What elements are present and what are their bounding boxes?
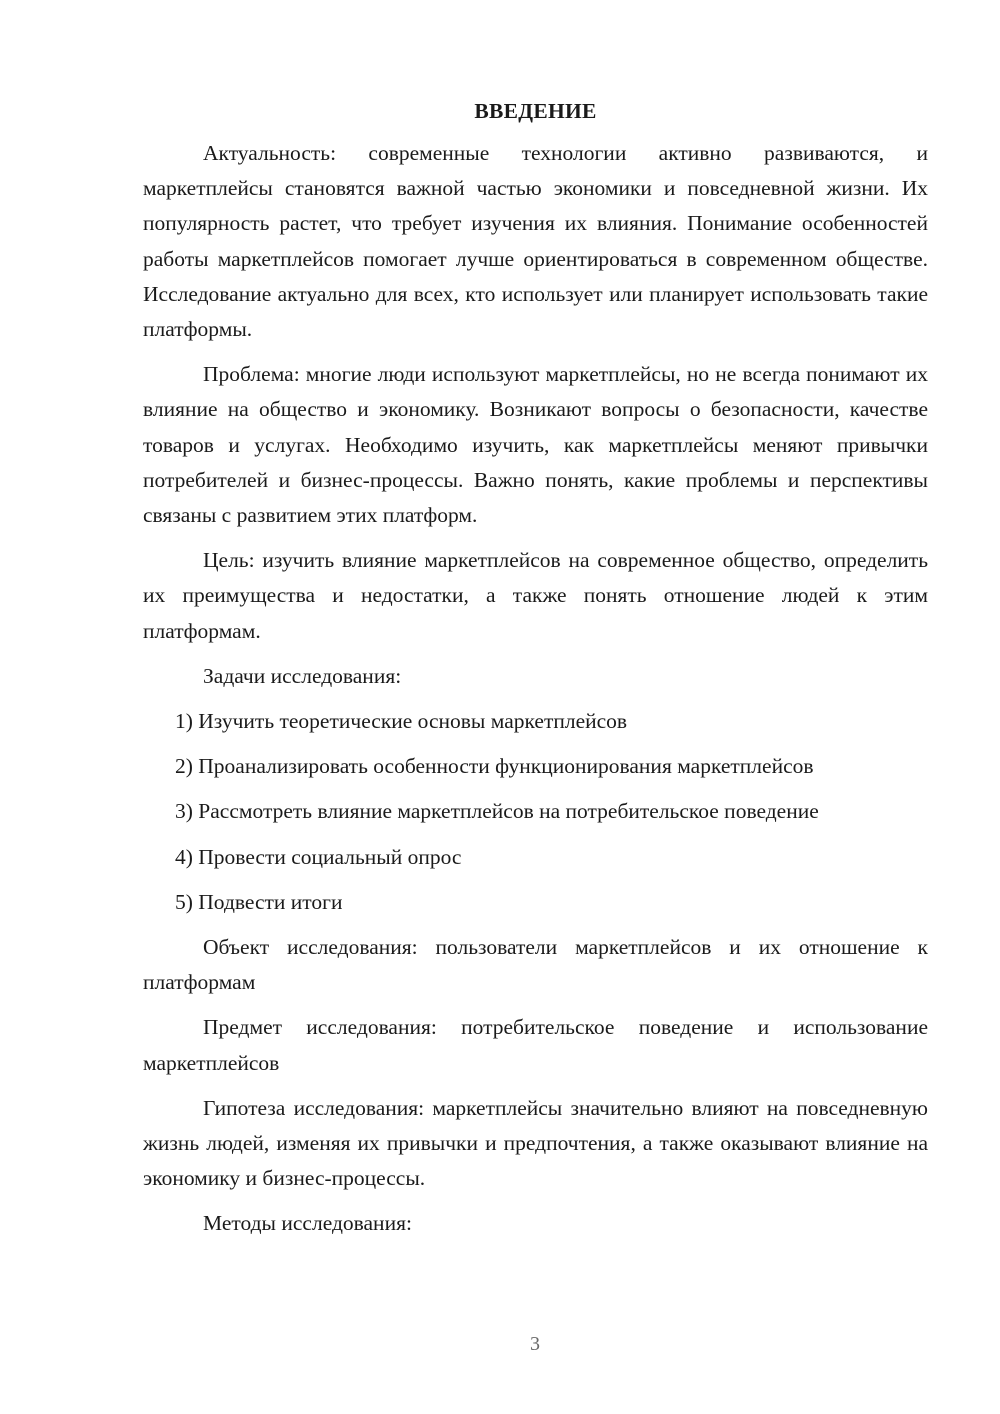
task-item: 1) Изучить теоретические основы маркетплейсов xyxy=(175,709,628,734)
relevance-paragraph: Актуальность: современные технологии активно развиваются, и маркетплейсы становятся важной частью экономики и повседневной жизни. Их популярность растет, что требует изучения их влияния. Понимание особенностей работы маркетплейсов помогает лучше ориентироваться в современном обществе. Исследование актуально для всех, кто использует или планирует использовать такие платформы. xyxy=(143,141,928,342)
task-item: 5) Подвести итоги xyxy=(175,889,343,914)
task-item: 3) Рассмотреть влияние маркетплейсов на потребительское поведение xyxy=(175,799,819,824)
object-paragraph: Объект исследования: пользователи маркетплейсов и их отношение к платформам xyxy=(143,935,928,995)
task-item: 2) Проанализировать особенности функционирования маркетплейсов xyxy=(175,754,814,779)
section-heading: ВВЕДЕНИЕ xyxy=(474,99,597,123)
tasks-list xyxy=(143,704,928,920)
methods-label: Методы исследования: xyxy=(203,1211,412,1236)
hypothesis-paragraph: Гипотеза исследования: маркетплейсы значительно влияют на повседневную жизнь людей, изменяя их привычки и предпочтения, а также оказывают влияние на экономику и бизнес-процессы. xyxy=(143,1095,928,1191)
tasks-label: Задачи исследования: xyxy=(203,663,402,688)
subject-paragraph: Предмет исследования: потребительское поведение и использование маркетплейсов xyxy=(143,1015,928,1075)
page-content xyxy=(143,96,928,1252)
problem-paragraph: Проблема: многие люди используют маркетплейсы, но не всегда понимают их влияние на общество и экономику. Возникают вопросы о безопасности, качестве товаров и услугах. Необходимо изучить, как маркетплейсы меняют привычки потребителей и бизнес-процессы. Важно понять, какие проблемы и перспективы связаны с развитием этих платформ. xyxy=(143,362,928,528)
goal-paragraph: Цель: изучить влияние маркетплейсов на современное общество, определить их преимущества и недостатки, а также понять отношение людей к этим платформам. xyxy=(143,548,928,643)
page-number: 3 xyxy=(530,1333,540,1355)
task-item: 4) Провести социальный опрос xyxy=(175,844,462,869)
